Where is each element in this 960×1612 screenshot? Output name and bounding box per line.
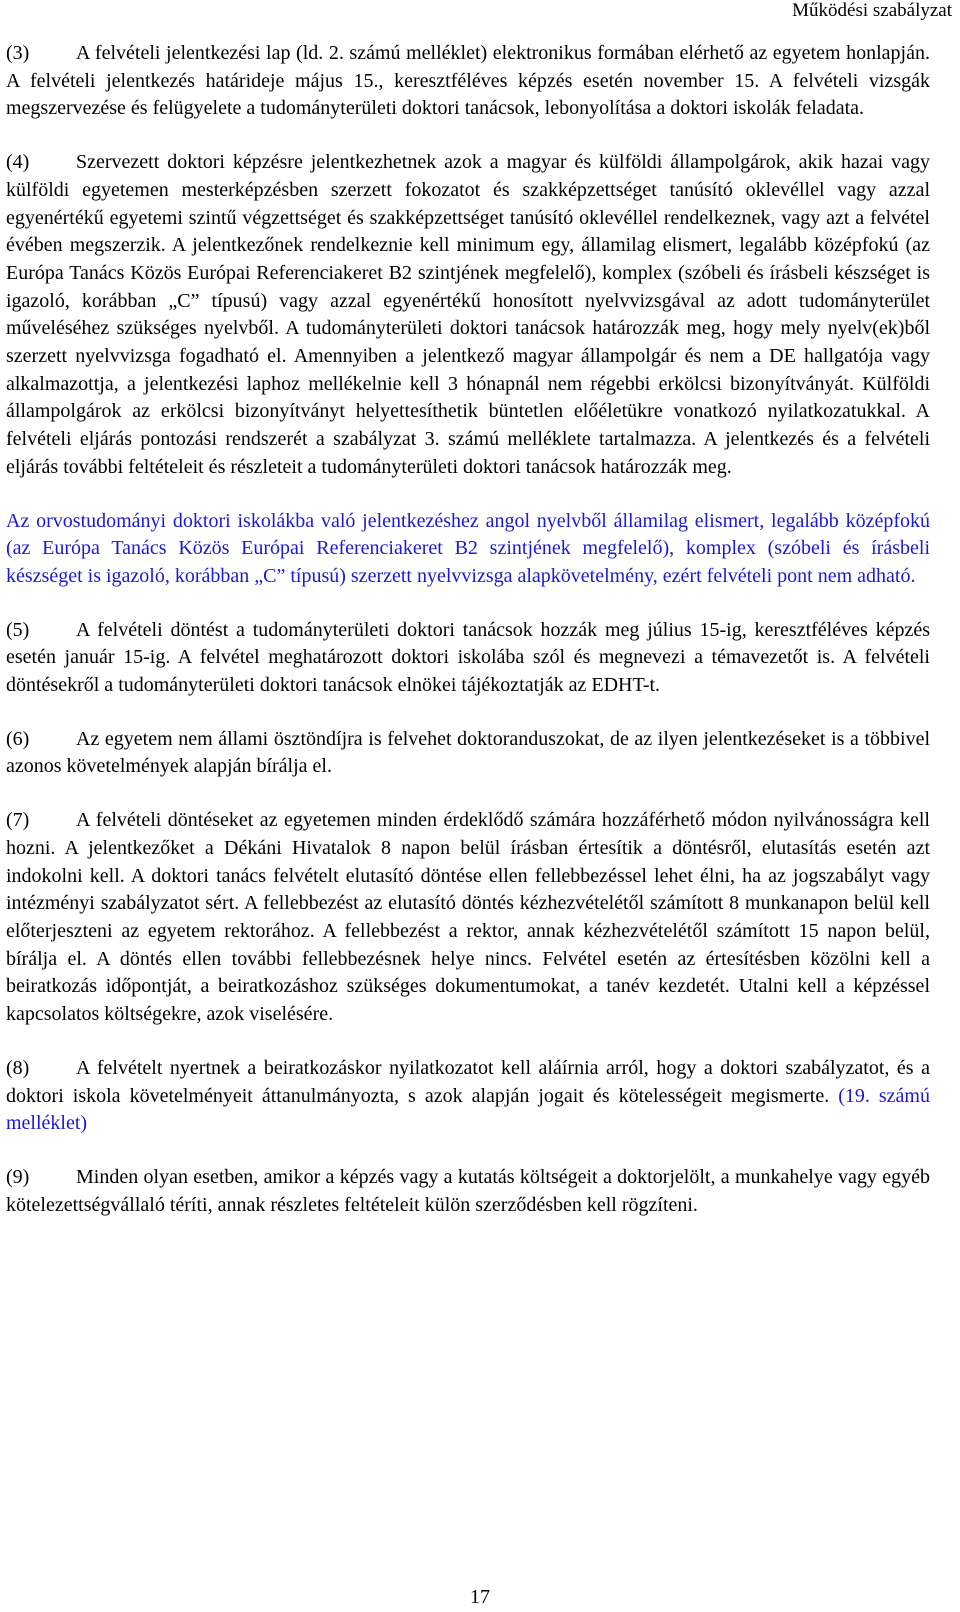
language-requirement-note: [6, 508, 930, 591]
paragraph-5: [6, 617, 930, 700]
paragraph-text: Szervezett doktori képzésre jelentkezhetnek azok a magyar és külföldi állampolgárok, akik hazai vagy külföldi egyetemen mesterképzésben szerzett fokozatot és szakképzettséget tanúsító oklevéllel vagy azzal egyenértékű egyetemi szintű végzettséget és szakképzettséget tanúsító oklevéllel rendelkeznek, vagy azt a felvétel évében megszerzik. A jelentkezőnek rendelkeznie kell minimum egy, államilag elismert, legalább középfokú (az Európa Tanács Közös Európai Referenciakeret B2 szintjének megfelelő), komplex (szóbeli és írásbeli készséget is igazoló, korábban „C” típusú) vagy azzal egyenértékű honosított nyelvvizsgával az adott tudományterület műveléséhez szükséges nyelvből. A tudományterületi doktori tanácsok határozzák meg, hogy mely nyelv(ek)ből szerzett nyelvvizsga fogadható el. Amennyiben a jelentkező magyar állampolgár és nem a DE hallgatója vagy alkalmazottja, a jelentkezési laphoz mellékelnie kell 3 hónapnál nem régebbi erkölcsi bizonyítványát. Külföldi állampolgárok az erkölcsi bizonyítványt helyettesíthetik büntetlen előéletükre vonatkozó nyilatkozatukkal. A felvételi eljárás pontozási rendszerét a szabályzat 3. számú melléklete tartalmazza. A jelentkezés és a felvételi eljárás további feltételeit és részleteit a tudományterületi doktori tanácsok határozzák meg.: [6, 151, 930, 478]
paragraph-number: (9): [6, 1165, 30, 1188]
appendix-reference: (19. számú melléklet): [6, 1084, 930, 1135]
running-header: Működési szabályzat: [792, 0, 952, 21]
paragraph-number: (8): [6, 1056, 30, 1079]
paragraph-text: A felvételt nyertnek a beiratkozáskor nyilatkozatot kell aláírnia arról, hogy a doktori szabályzatot, és a doktori iskola követelményeit áttanulmányozta, s azok alapján jogait és kötelességeit megismerte.: [6, 1056, 930, 1107]
page-number: 17: [470, 1586, 490, 1608]
paragraph-9: [6, 1164, 930, 1219]
paragraph-number: (5): [6, 618, 30, 641]
paragraph-text: Minden olyan esetben, amikor a képzés vagy a kutatás költségeit a doktorjelölt, a munkahelye vagy egyéb kötelezettségvállaló téríti, annak részletes feltételeit külön szerződésben kell rögzíteni.: [6, 1165, 930, 1216]
paragraph-number: (7): [6, 809, 30, 832]
paragraph-4: [6, 149, 930, 481]
paragraph-number: (3): [6, 42, 30, 64]
paragraph-6: [6, 726, 930, 781]
paragraph-text: A felvételi döntést a tudományterületi doktori tanácsok hozzák meg július 15-ig, keresztféléves képzés esetén január 15-ig. A felvétel meghatározott doktori iskolába szól és megnevezi a témavezetőt is. A felvételi döntésekről a tudományterületi doktori tanácsok elnökei tájékoztatják az EDHT-t.: [6, 618, 930, 697]
paragraph-number: (4): [6, 151, 30, 174]
paragraph-number: (6): [6, 727, 30, 750]
paragraph-text: A felvételi jelentkezési lap (ld. 2. számú melléklet) elektronikus formában elérhető az egyetem honlapján. A felvételi jelentkezés határideje május 15., keresztféléves képzés esetén november 15. A felvételi vizsgák megszervezése és felügyelete a tudományterületi doktori tanácsok, lebonyolítása a doktori iskolák feladata.: [6, 42, 930, 120]
paragraph-3: [6, 40, 930, 123]
document-body: [6, 40, 930, 1245]
paragraph-7: [6, 807, 930, 1029]
paragraph-text: A felvételi döntéseket az egyetemen minden érdeklődő számára hozzáférhető módon nyilvánosságra kell hozni. A jelentkezőket a Dékáni Hivatalok 8 napon belül írásban értesítik a döntésről, elutasítás esetén azt indokolni kell. A doktori tanács felvételt elutasító döntése ellen fellebbezéssel lehet élni, ha az jogszabályt vagy intézményi szabályzatot sért. A fellebbezést az elutasító döntés kézhezvételétől számított 8 munkanapon belül kell előterjeszteni az egyetem rektorához. A fellebbezést a rektor, annak kézhezvételétől számított 15 napon belül, bírálja el. A döntés ellen további fellebbezésnek helye nincs. Felvétel esetén az értesítésben közölni kell a beiratkozás időpontját, a beiratkozáshoz szükséges dokumentumokat, a tanév kezdetét. Utalni kell a képzéssel kapcsolatos költségekre, azok viselésére.: [6, 809, 930, 1026]
paragraph-text: Az orvostudományi doktori iskolákba való jelentkezéshez angol nyelvből államilag elismert, legalább középfokú (az Európa Tanács Közös Európai Referenciakeret B2 szintjének megfelelő), komplex (szóbeli és írásbeli készséget is igazoló, korábban „C” típusú) szerzett nyelvvizsga alapkövetelmény, ezért felvételi pont nem adható.: [6, 509, 930, 587]
paragraph-8: [6, 1055, 930, 1138]
paragraph-text: Az egyetem nem állami ösztöndíjra is felvehet doktoranduszokat, de az ilyen jelentkezéseket is a többivel azonos követelmények alapján bírálja el.: [6, 727, 930, 778]
